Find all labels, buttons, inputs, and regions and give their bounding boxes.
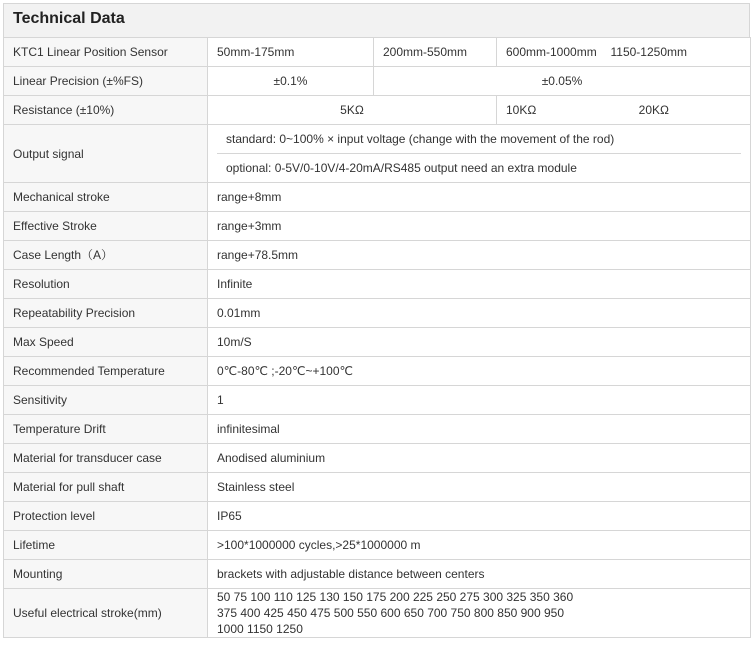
row-value: range+78.5mm — [208, 241, 751, 270]
useful-stroke-values — [208, 589, 751, 638]
row-label: KTC1 Linear Position Sensor — [4, 38, 208, 67]
row-label: Useful electrical stroke(mm) — [4, 589, 208, 638]
row-value: range+3mm — [208, 212, 751, 241]
resistance-value-3: 20KΩ — [638, 103, 669, 117]
resistance-value-2: 10KΩ — [506, 103, 537, 117]
table-row — [4, 241, 751, 270]
output-standard — [217, 125, 741, 154]
table-row — [4, 38, 751, 67]
table-row — [4, 444, 751, 473]
output-signal-cell — [208, 125, 751, 183]
range-cell-2: 200mm-550mm — [374, 38, 497, 67]
row-value: 10m/S — [208, 328, 751, 357]
row-value: brackets with adjustable distance between centers — [208, 560, 751, 589]
table-row — [4, 125, 751, 183]
technical-data-table — [3, 37, 751, 638]
row-value: IP65 — [208, 502, 751, 531]
table-row — [4, 270, 751, 299]
table-row — [4, 96, 751, 125]
section-header — [3, 3, 750, 37]
row-label: Material for transducer case — [4, 444, 208, 473]
row-value: 1 — [208, 386, 751, 415]
section-title: Technical Data — [13, 10, 125, 27]
row-label: Mechanical stroke — [4, 183, 208, 212]
stroke-line-3: 1000 1150 1250 — [217, 622, 303, 636]
row-value: Anodised aluminium — [208, 444, 751, 473]
row-value: 0.01mm — [208, 299, 751, 328]
resistance-value-1: 5KΩ — [208, 96, 497, 125]
table-row — [4, 560, 751, 589]
row-value: >100*1000000 cycles,>25*1000000 m — [208, 531, 751, 560]
output-optional — [217, 154, 741, 182]
row-label: Max Speed — [4, 328, 208, 357]
range-value-4: 1150-1250mm — [610, 45, 687, 59]
table-row — [4, 386, 751, 415]
table-row — [4, 473, 751, 502]
row-label: Temperature Drift — [4, 415, 208, 444]
precision-value-2: ±0.05% — [374, 67, 751, 96]
row-value: Infinite — [208, 270, 751, 299]
table-row — [4, 183, 751, 212]
stroke-line-2: 375 400 425 450 475 500 550 600 650 700 750 800 850 900 950 — [217, 606, 564, 620]
table-row — [4, 328, 751, 357]
table-row — [4, 415, 751, 444]
row-label: Output signal — [4, 125, 208, 183]
row-label: Protection level — [4, 502, 208, 531]
row-label: Effective Stroke — [4, 212, 208, 241]
stroke-line-1: 50 75 100 110 125 130 150 175 200 225 250 275 300 325 350 360 — [217, 590, 574, 604]
row-label: Repeatability Precision — [4, 299, 208, 328]
row-label: Material for pull shaft — [4, 473, 208, 502]
row-label: Case Length（A） — [4, 241, 208, 270]
row-label: Linear Precision (±%FS) — [4, 67, 208, 96]
range-cell-3 — [497, 38, 751, 67]
row-value: 0℃-80℃ ;-20℃~+100℃ — [208, 357, 751, 386]
table-row — [4, 67, 751, 96]
table-row — [4, 589, 751, 638]
table-row — [4, 357, 751, 386]
range-cell-1: 50mm-175mm — [208, 38, 374, 67]
range-value-3: 600mm-1000mm — [506, 45, 597, 59]
table-row — [4, 212, 751, 241]
table-row — [4, 531, 751, 560]
row-label: Recommended Temperature — [4, 357, 208, 386]
output-standard-text: standard: 0~100% × input voltage (change with the movement of the rod) — [226, 132, 615, 146]
row-label: Mounting — [4, 560, 208, 589]
output-optional-text: optional: 0-5V/0-10V/4-20mA/RS485 output need an extra module — [226, 161, 577, 175]
row-label: Sensitivity — [4, 386, 208, 415]
row-value: range+8mm — [208, 183, 751, 212]
table-row — [4, 502, 751, 531]
row-value: Stainless steel — [208, 473, 751, 502]
row-label: Resistance (±10%) — [4, 96, 208, 125]
row-value: infinitesimal — [208, 415, 751, 444]
precision-value-1: ±0.1% — [208, 67, 374, 96]
row-label: Resolution — [4, 270, 208, 299]
row-label: Lifetime — [4, 531, 208, 560]
table-row — [4, 299, 751, 328]
resistance-cell-2 — [497, 96, 751, 125]
